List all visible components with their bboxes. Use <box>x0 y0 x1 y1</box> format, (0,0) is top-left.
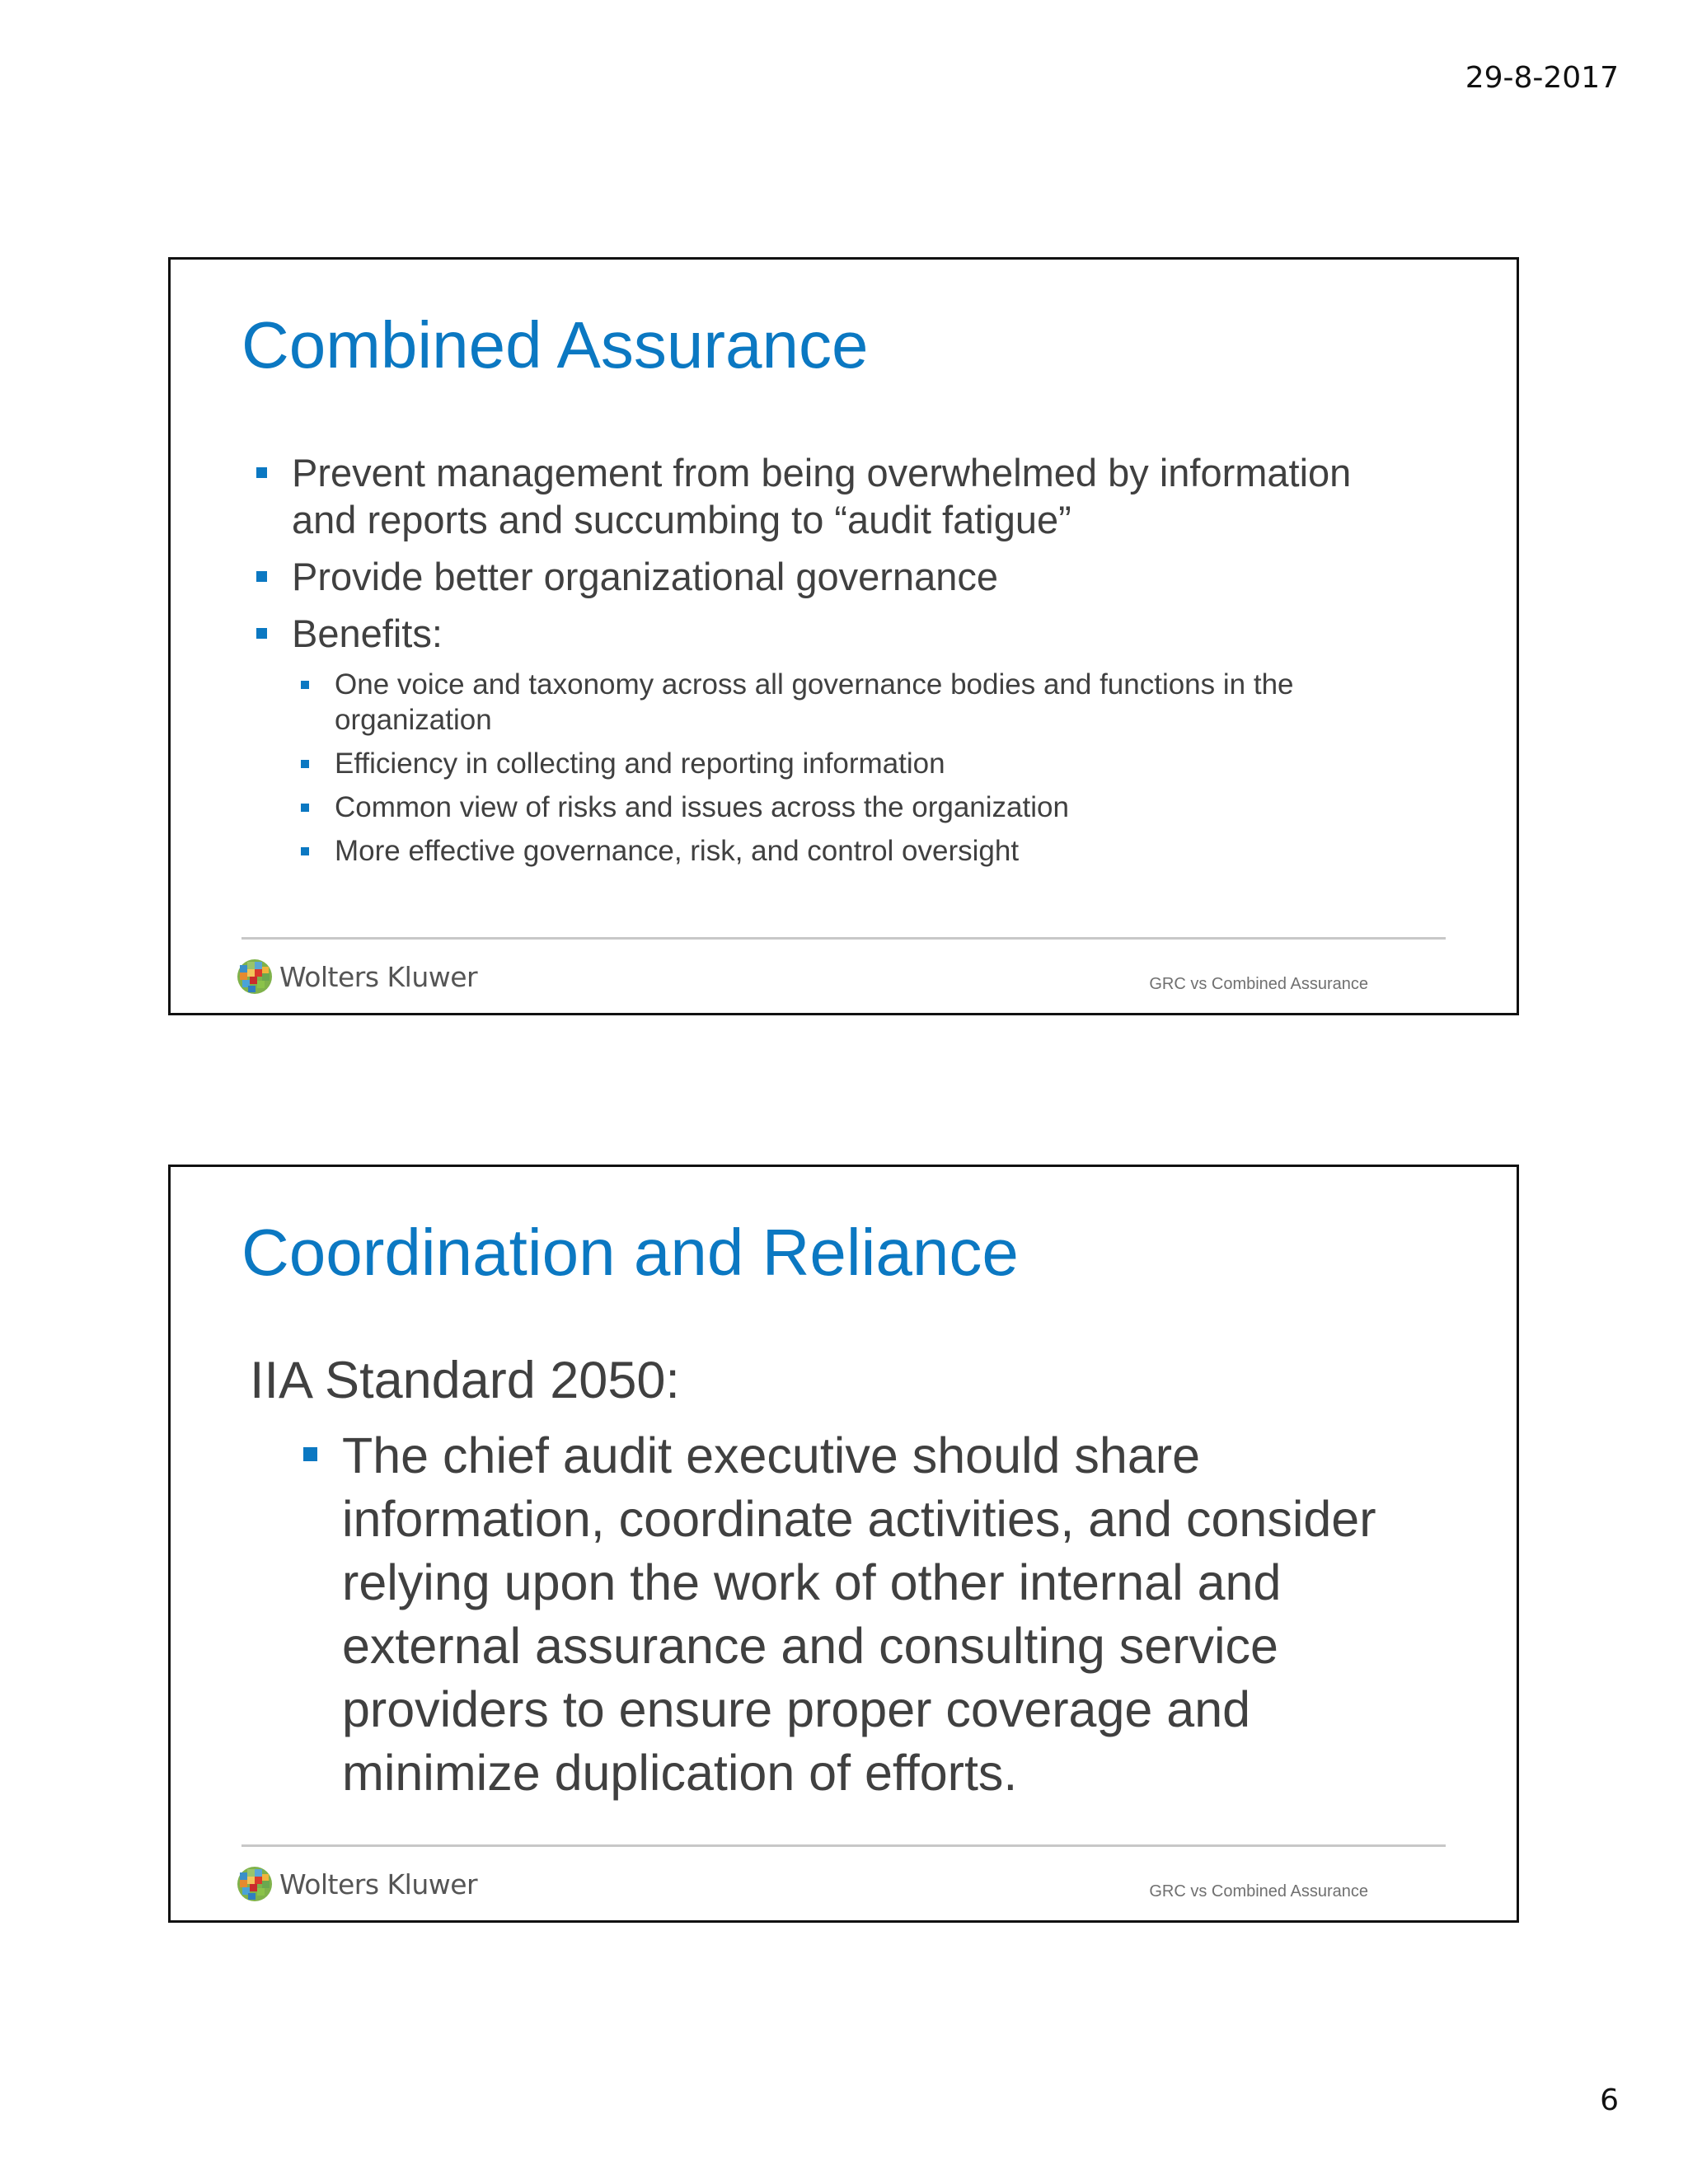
wolters-kluwer-logo <box>237 958 477 995</box>
bullet-item: Benefits: <box>253 610 1418 657</box>
slide-title: Combined Assurance <box>241 308 869 382</box>
wolters-kluwer-logo <box>237 1866 477 1902</box>
sub-bullet-item: More effective governance, risk, and control oversight <box>253 833 1418 869</box>
slide-combined-assurance <box>168 257 1519 1015</box>
footer-divider <box>241 1844 1446 1847</box>
footer-divider <box>241 937 1446 940</box>
slide-title: Coordination and Reliance <box>241 1216 1019 1289</box>
bullet-item: Provide better organizational governance <box>253 553 1418 600</box>
page-number: 6 <box>1600 2083 1619 2117</box>
sub-bullet-item: Common view of risks and issues across the organization <box>253 790 1418 825</box>
slide-coordination-and-reliance <box>168 1165 1519 1923</box>
wolters-kluwer-logo-icon <box>237 1866 273 1902</box>
slide-footer: GRC vs Combined Assurance <box>1149 1882 1368 1900</box>
logo-text: Wolters Kluwer <box>279 960 478 993</box>
sub-bullet-list <box>253 667 1418 869</box>
bullet-item: Prevent management from being overwhelmed by information and reports and succumbing to “audit fatigue” <box>253 449 1418 543</box>
sub-bullet-item: Efficiency in collecting and reporting information <box>253 746 1418 781</box>
standard-heading: IIA Standard 2050: <box>250 1352 680 1409</box>
page-date: 29-8-2017 <box>1465 61 1619 95</box>
bullet-item: The chief audit executive should share information, coordinate activities, and consider relying upon the work of other internal and external assurance and consulting service providers to ensure proper coverage and minimize duplication of efforts. <box>298 1424 1434 1805</box>
bullet-list <box>298 1424 1434 1805</box>
slide-footer: GRC vs Combined Assurance <box>1149 975 1368 993</box>
wolters-kluwer-logo-icon <box>237 958 273 995</box>
logo-text: Wolters Kluwer <box>279 1868 478 1900</box>
bullet-list <box>253 449 1418 877</box>
sub-bullet-item: One voice and taxonomy across all governance bodies and functions in the organization <box>253 667 1418 738</box>
